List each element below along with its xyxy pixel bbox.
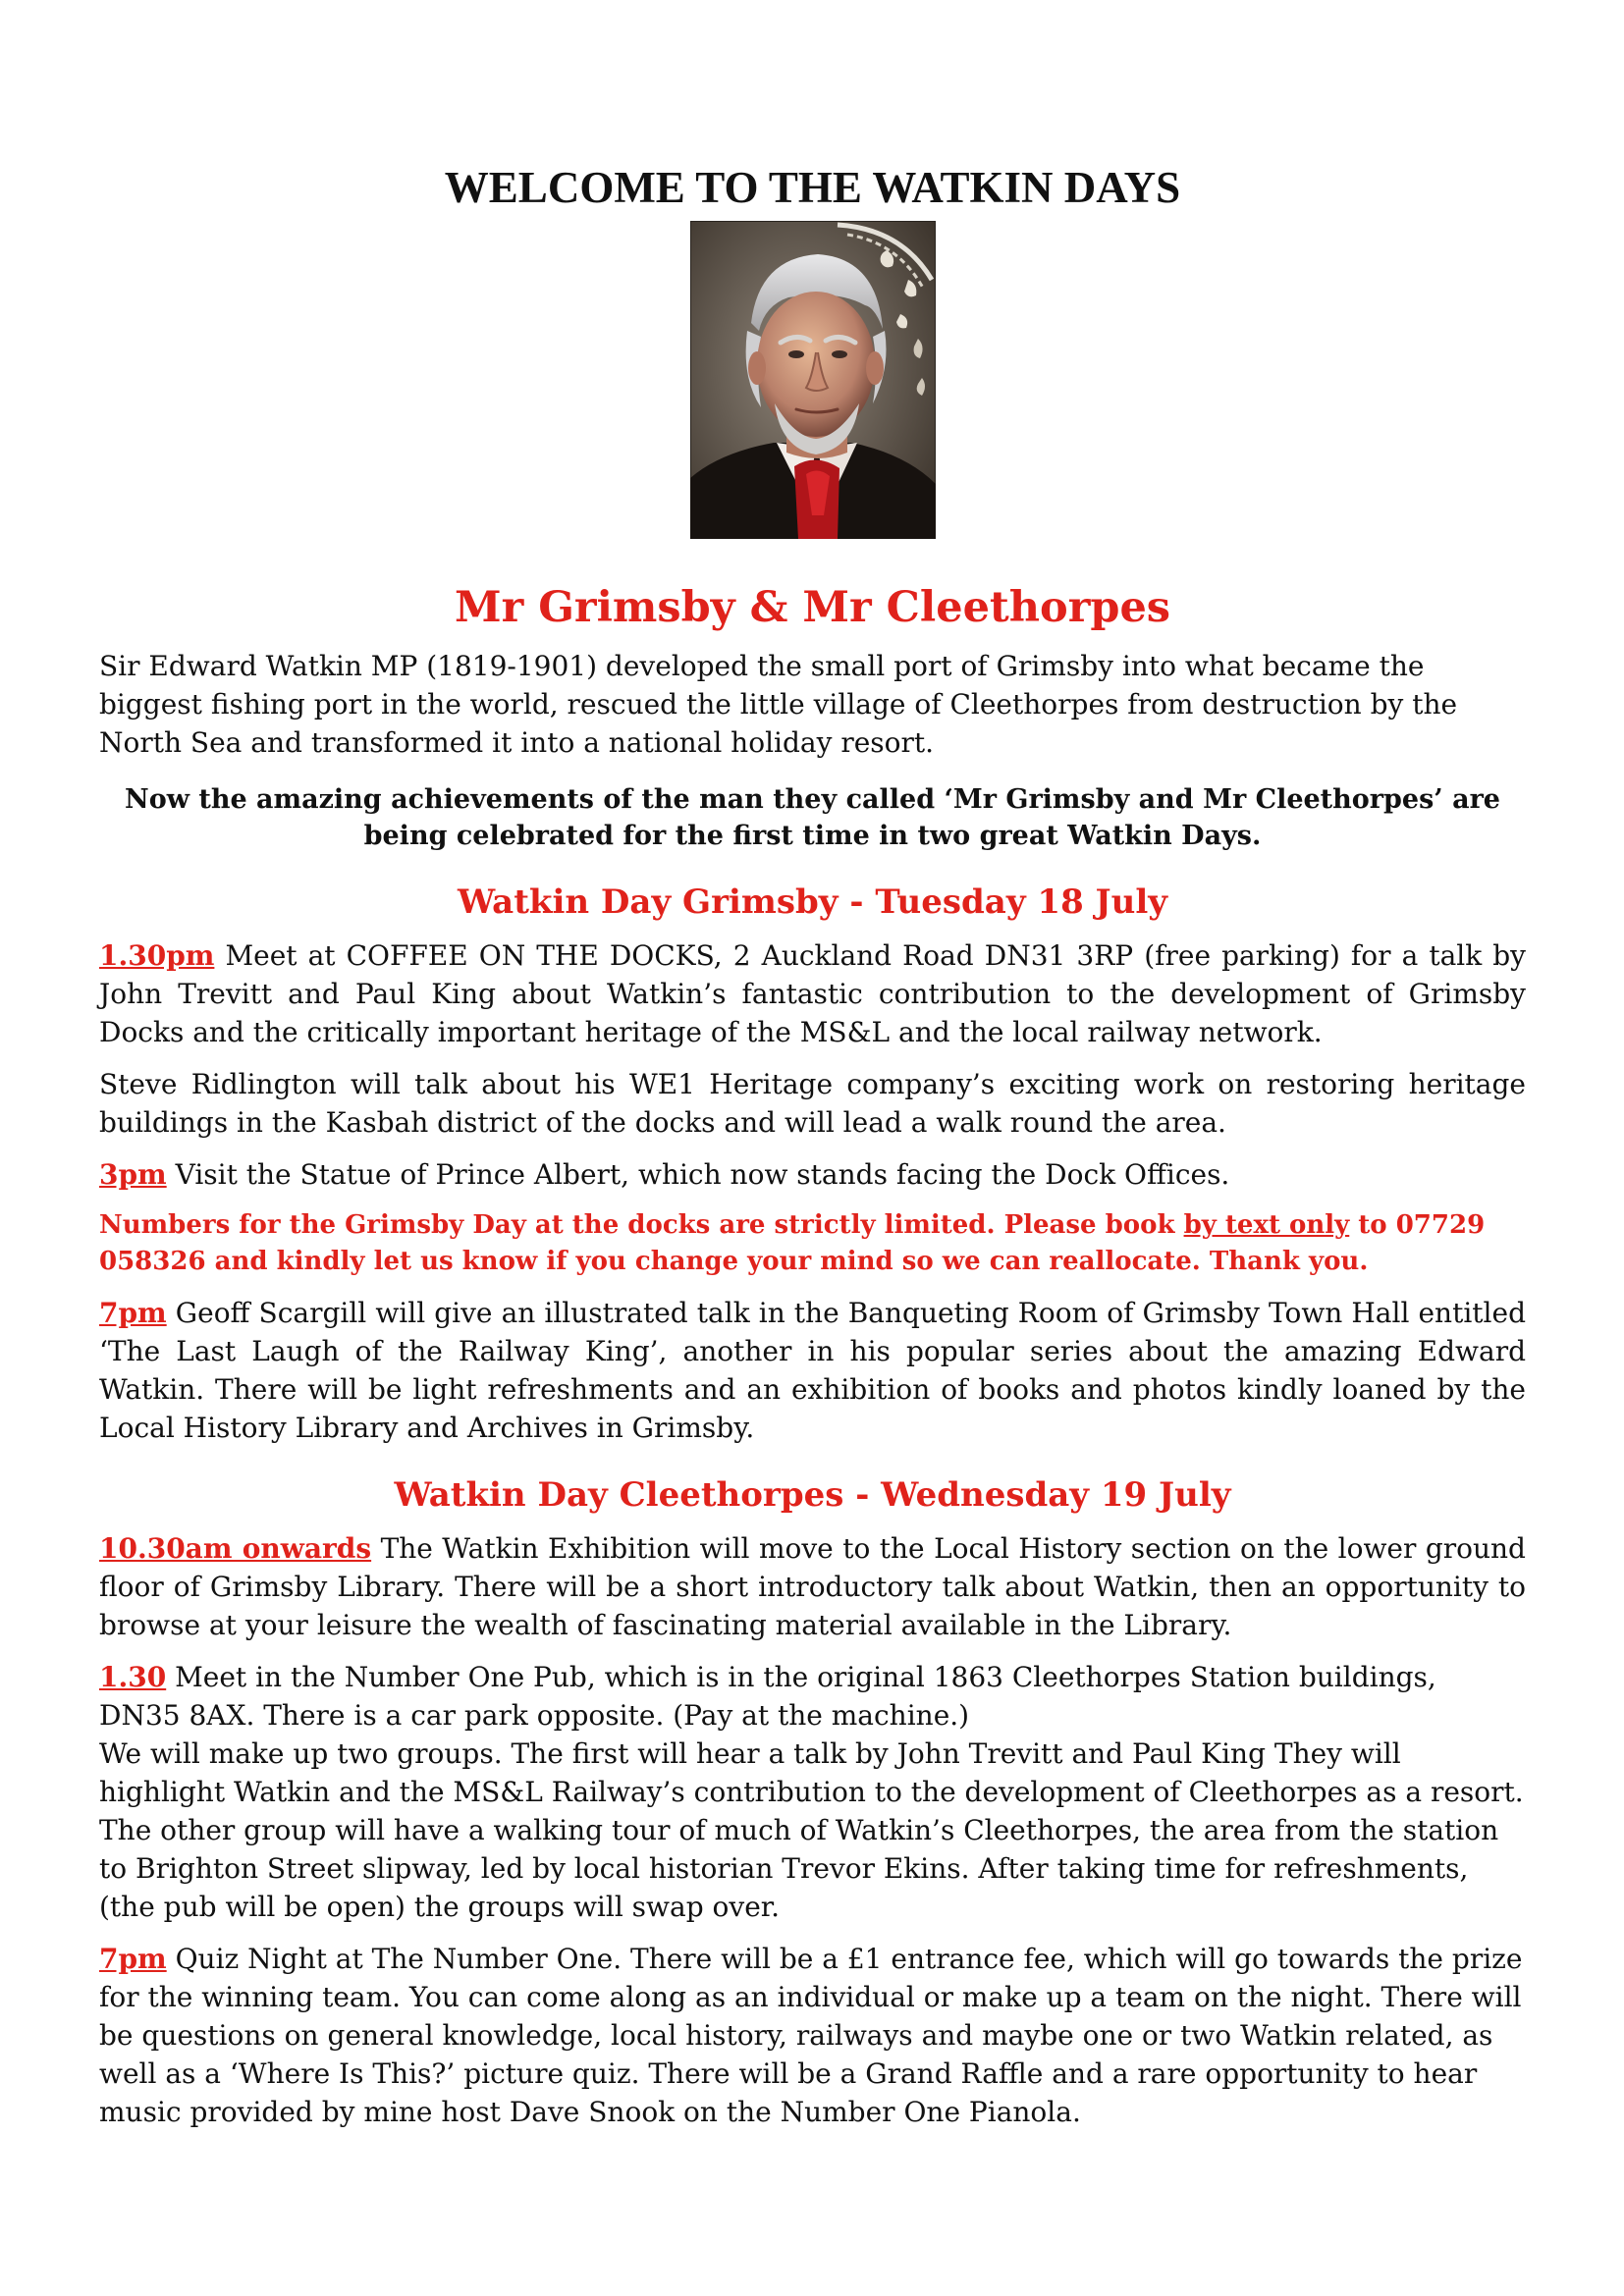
paragraph-text: Meet at COFFEE ON THE DOCKS, 2 Auckland Road DN31 3RP (free parking) for a talk by John Trevitt and Paul King about Watkin’s fantastic contribution to the development of Grimsby Docks and the critically important heritage of the MS&L and the local railway network. [99,939,1526,1048]
heading-cleethorpes-day: Watkin Day Cleethorpes - Wednesday 19 July [394,1475,1231,1515]
notice-text: Numbers for the Grimsby Day at the docks are strictly limited. Please book [99,1210,1184,1240]
portrait-image [690,221,936,539]
heading-grimsby-day: Watkin Day Grimsby - Tuesday 18 July [457,882,1168,922]
notice-underlined: by text only [1183,1210,1350,1240]
time-label: 1.30 [99,1661,167,1693]
time-label: 3pm [99,1158,167,1191]
paragraph-text: Quiz Night at The Number One. There will be a £1 entrance fee, which will go towards the prize for the winning team. You can come along as an individual or make up a team on the night. There will be questions on general knowledge, local history, railways and maybe one or two Watkin related, as well as a ‘Where Is This?’ picture quiz. There will be a Grand Raffle and a rare opportunity to hear music provided by mine host Dave Snook on the Number One Pianola. [99,1943,1523,2128]
grimsby-paragraph-2: Steve Ridlington will talk about his WE1 Heritage company’s exciting work on restoring heritage buildings in the Kasbah district of the docks and will lead a walk round the area. [99,1068,1526,1139]
paragraph-text: Geoff Scargill will give an illustrated talk in the Banqueting Room of Grimsby Town Hall entitled ‘The Last Laugh of the Railway King’, another in his popular series about the amazing Edward Watkin. There will be light refreshments and an exhibition of books and photos kindly loaned by the Local History Library and Archives in Grimsby. [99,1297,1526,1444]
time-label: 7pm [99,1297,167,1329]
section-title-mr-grimsby: Mr Grimsby & Mr Cleethorpes [454,583,1171,632]
paragraph-text: The Watkin Exhibition will move to the Local History section on the lower ground floor of Grimsby Library. There will be a short introductory talk about Watkin, then an opportunity to browse at your leisure the wealth of fascinating material available in the Library. [99,1532,1526,1641]
paragraph-text: Meet in the Number One Pub, which is in the original 1863 Cleethorpes Station buildings, DN35 8AX. There is a car park opposite. (Pay at the machine.) [99,1661,1436,1732]
cleethorpes-paragraph-5 [99,1940,1526,2131]
time-label: 1.30pm [99,939,215,972]
cleethorpes-paragraph-1 [99,1529,1526,1644]
paragraph-text: Visit the Statue of Prince Albert, which now stands facing the Dock Offices. [166,1158,1230,1191]
cleethorpes-paragraph-4: The other group will have a walking tour of much of Watkin’s Cleethorpes, the area from the station to Brighton Street slipway, led by local historian Trevor Ekins. After taking time for refreshments, (the pub will be open) the groups will swap over. [99,1814,1499,1923]
grimsby-paragraph-1 [99,936,1526,1051]
notice-text-end: to 07729 058326 and kindly let us know if you change your mind so we can reallocate. Thank you. [99,1210,1486,1276]
cleethorpes-paragraph-2 [99,1658,1526,1735]
grimsby-paragraph-4 [99,1294,1526,1447]
cleethorpes-paragraph-3: We will make up two groups. The first will hear a talk by John Trevitt and Paul King They will highlight Watkin and the MS&L Railway’s contribution to the development of Cleethorpes as a resort. [99,1737,1524,1808]
grimsby-paragraph-3 [99,1155,1526,1194]
lead-paragraph: Now the amazing achievements of the man they called ‘Mr Grimsby and Mr Cleethorpes’ are being celebrated for the first time in two great Watkin Days. [125,784,1500,851]
time-label: 10.30am onwards [99,1532,372,1565]
time-label: 7pm [99,1943,167,1975]
booking-notice [99,1207,1526,1280]
intro-paragraph: Sir Edward Watkin MP (1819-1901) developed the small port of Grimsby into what became the biggest fishing port in the world, rescued the little village of Cleethorpes from destruction by the North Sea and transformed it into a national holiday resort. [99,650,1458,759]
page-title: WELCOME TO THE WATKIN DAYS [444,163,1181,212]
